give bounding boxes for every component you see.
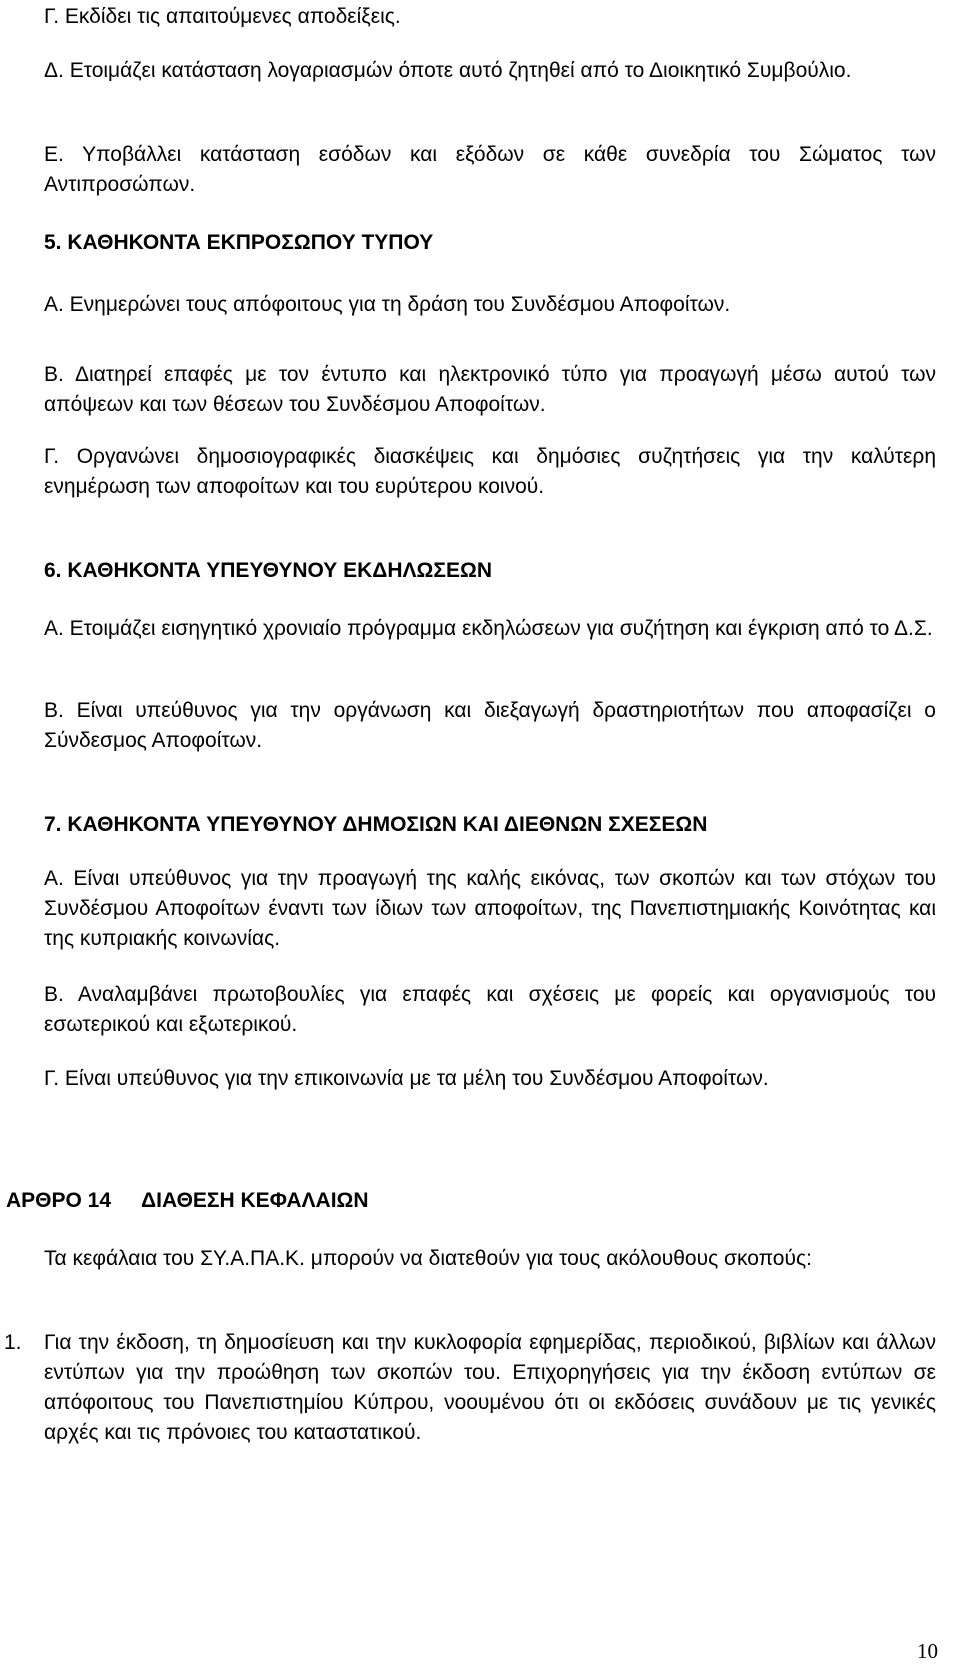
paragraph-press-b: Β. Διατηρεί επαφές με τον έντυπο και ηλεκτρονικό τύπο για προαγωγή μέσω αυτού των απόψεων και των θέσεων του Συνδέσμου Αποφοίτων. bbox=[44, 363, 936, 416]
article-number: ΑΡΘΡΟ 14 bbox=[6, 1189, 112, 1212]
paragraph-press-c: Γ. Οργανώνει δημοσιογραφικές διασκέψεις και δημόσιες συζητήσεις για την καλύτερη ενημέρωση των αποφοίτων και του ευρύτερου κοινού. bbox=[44, 445, 936, 498]
section-heading-5: 5. ΚΑΘΗΚΟΝΤΑ ΕΚΠΡΟΣΩΠΟΥ ΤΥΠΟΥ bbox=[44, 231, 434, 254]
paragraph-events-a: Α. Ετοιμάζει εισηγητικό χρονιαίο πρόγραμμα εκδηλώσεων για συζήτηση και έγκριση από το Δ.Σ. bbox=[44, 617, 933, 640]
page-number: 10 bbox=[917, 1639, 938, 1663]
paragraph-events-b: Β. Είναι υπεύθυνος για την οργάνωση και διεξαγωγή δραστηριοτήτων που αποφασίζει ο Σύνδεσμος Αποφοίτων. bbox=[44, 699, 936, 752]
list-item-text: Για την έκδοση, τη δημοσίευση και την κυκλοφορία εφημερίδας, περιοδικού, βιβλίων και άλλων εντύπων για την προώθηση των σκοπών του. Επιχορηγήσεις για την έκδοση εντύπων σε απόφοιτους του Πανεπιστημίου Κύπρου, νοουμένου ότι οι εκδόσεις συνάδουν με τις γενικές αρχές και τις πρόνοιες του καταστατικού. bbox=[44, 1331, 936, 1444]
paragraph-treasurer-c: Γ. Εκδίδει τις απαιτούμενες αποδείξεις. bbox=[44, 5, 401, 28]
paragraph-relations-a: Α. Είναι υπεύθυνος για την προαγωγή της καλής εικόνας, των σκοπών και των στόχων του Συνδέσμου Αποφοίτων έναντι των ίδιων των αποφοίτων, της Πανεπιστημιακής Κοινότητας και της κυπριακής κοινωνίας. bbox=[44, 867, 936, 950]
paragraph-treasurer-e: Ε. Υποβάλλει κατάσταση εσόδων και εξόδων σε κάθε συνεδρία του Σώματος των Αντιπροσώπων. bbox=[44, 143, 936, 196]
article-heading bbox=[6, 1186, 369, 1216]
paragraph-press-a: Α. Ενημερώνει τους απόφοιτους για τη δράση του Συνδέσμου Αποφοίτων. bbox=[44, 293, 731, 316]
article-title: ΔΙΑΘΕΣΗ ΚΕΦΑΛΑΙΩΝ bbox=[141, 1189, 369, 1212]
list-item-number: 1. bbox=[4, 1331, 22, 1354]
paragraph-relations-c: Γ. Είναι υπεύθυνος για την επικοινωνία με τα μέλη του Συνδέσμου Αποφοίτων. bbox=[44, 1067, 769, 1090]
article-intro: Τα κεφάλαια του ΣΥ.Α.ΠΑ.Κ. μπορούν να διατεθούν για τους ακόλουθους σκοπούς: bbox=[44, 1247, 812, 1270]
paragraph-relations-b: Β. Αναλαμβάνει πρωτοβουλίες για επαφές και σχέσεις με φορείς και οργανισμούς του εσωτερικού και εξωτερικού. bbox=[44, 983, 936, 1036]
paragraph-treasurer-d: Δ. Ετοιμάζει κατάσταση λογαριασμών όποτε αυτό ζητηθεί από το Διοικητικό Συμβούλιο. bbox=[44, 59, 852, 82]
section-heading-6: 6. ΚΑΘΗΚΟΝΤΑ ΥΠΕΥΘΥΝΟΥ ΕΚΔΗΛΩΣΕΩΝ bbox=[44, 559, 492, 582]
section-heading-7: 7. ΚΑΘΗΚΟΝΤΑ ΥΠΕΥΘΥΝΟΥ ΔΗΜΟΣΙΩΝ ΚΑΙ ΔΙΕΘΝΩΝ ΣΧΕΣΕΩΝ bbox=[44, 813, 708, 836]
